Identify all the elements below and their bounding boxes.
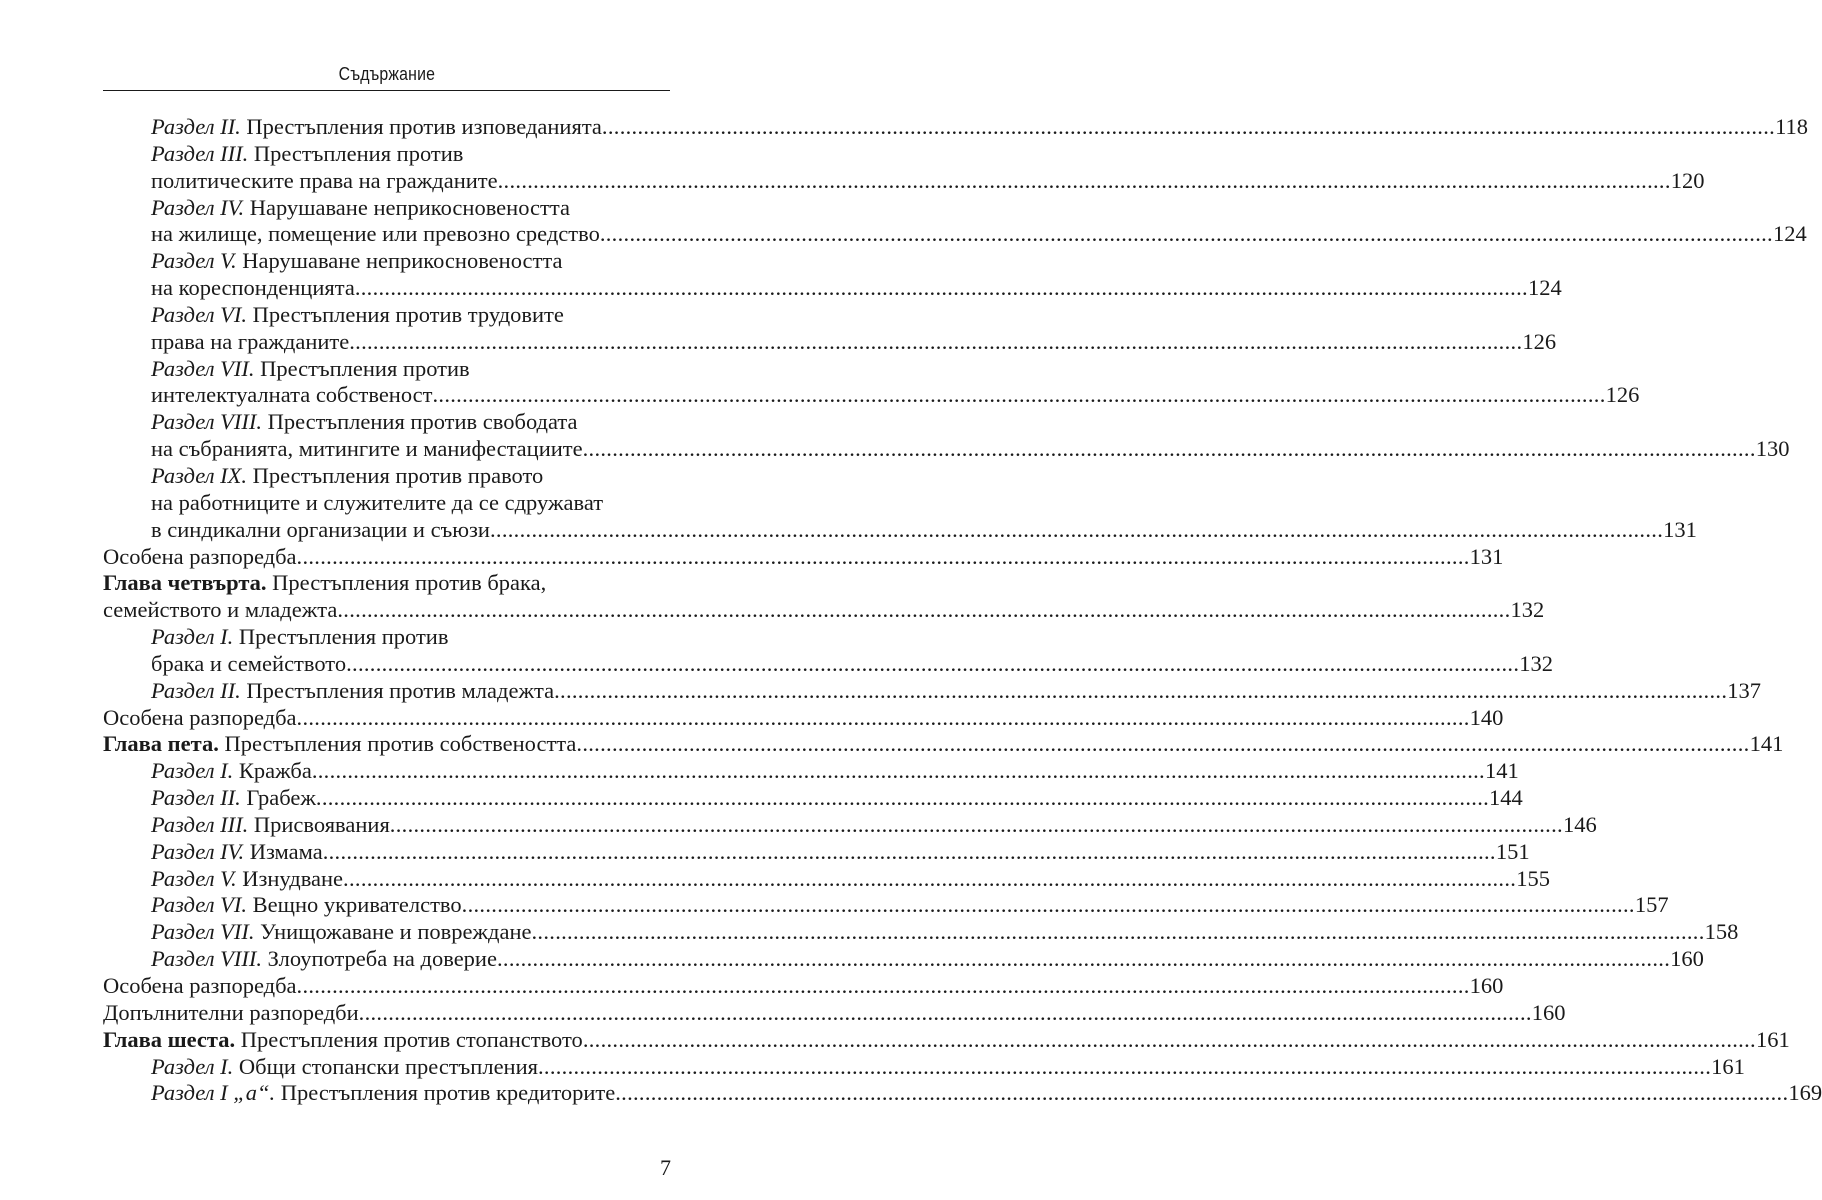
toc-entry-title: Престъпления против изповеданията: [240, 114, 602, 139]
toc-entry-continuation: [103, 516, 1697, 544]
toc-entry-continuation: [103, 328, 1557, 356]
dot-leader: [297, 973, 1470, 1000]
toc-entry-continuation: [103, 382, 1640, 409]
toc-chapter: [103, 731, 1784, 758]
dot-leader: [576, 731, 1749, 758]
dot-leader: [355, 275, 1528, 302]
toc-entry-title: политическите права на гражданите: [151, 167, 498, 193]
toc-entry: [103, 356, 670, 383]
toc-chapter: [103, 1026, 1790, 1054]
toc-entry: [103, 677, 1761, 705]
toc-entry-title: интелектуалната собственост: [151, 382, 433, 408]
dot-leader: [297, 544, 1470, 571]
toc-page-number: 158: [1704, 919, 1739, 945]
toc-entry: [103, 195, 670, 222]
toc-entry-title: Престъпления против свободата: [261, 409, 578, 435]
toc-entry-prefix: Раздел IV.: [151, 194, 245, 220]
toc-page-number: 131: [1663, 516, 1697, 542]
toc-entry-title: Престъпления против собствеността: [218, 731, 577, 757]
toc-entry-continuation: [103, 650, 1554, 678]
dot-leader: [602, 114, 1775, 141]
toc-entry-title: Престъпления против кредиторите: [275, 1080, 616, 1106]
toc-entry-title: Нарушаване неприкосновеността: [236, 248, 563, 274]
toc-chapter-prefix: Глава пета.: [103, 731, 219, 757]
toc-page-number: 118: [1775, 114, 1808, 139]
toc-entry-title: Престъпления против: [254, 355, 470, 381]
toc-entry-title: семейството и младежта: [103, 597, 338, 623]
toc-page-number: 141: [1484, 758, 1519, 784]
toc-entry-prefix: Раздел I „а“.: [151, 1080, 276, 1106]
toc-entry: [103, 624, 670, 651]
toc-entry-title: брака и семейството: [151, 650, 347, 676]
toc-entry-title: Престъпления против: [233, 624, 449, 650]
toc-page-number: 155: [1516, 865, 1550, 891]
toc-entry-title: Престъпления против стопанството: [235, 1026, 583, 1052]
dot-leader: [554, 678, 1727, 705]
toc-entry-title: Изнудване: [236, 865, 344, 891]
toc-entry: [103, 141, 670, 168]
toc-page-number: 144: [1489, 785, 1523, 811]
toc-entry-title: Кражба: [233, 758, 312, 784]
toc-entry-title: Допълнителни разпоредби: [103, 999, 359, 1025]
toc-page-number: 146: [1562, 811, 1597, 837]
toc-page-number: 124: [1772, 221, 1807, 247]
toc-entry: [103, 785, 1523, 812]
toc-page-number: 137: [1727, 677, 1761, 703]
toc-entry: [103, 946, 1704, 973]
toc-entry: [103, 1053, 1745, 1081]
toc-entry: [103, 1080, 1822, 1107]
toc-entry-title: в синдикални организации и съюзи: [151, 516, 490, 542]
toc-page-number: 161: [1755, 1026, 1790, 1052]
toc-entry: [103, 114, 1808, 141]
dot-leader: [462, 892, 1635, 919]
toc-entry-continuation: [103, 275, 1562, 302]
toc-entry: [103, 865, 1550, 893]
toc-entry-prefix: Раздел II.: [151, 677, 241, 703]
table-of-contents: [103, 114, 1822, 1107]
toc-entry-title: Особена разпоредба: [103, 973, 297, 998]
toc-chapter-prefix: Глава четвърта.: [103, 570, 267, 596]
dot-leader: [316, 785, 1489, 812]
dot-leader: [532, 919, 1705, 946]
toc-entry-title: Престъпления против брака,: [266, 570, 547, 596]
toc-entry: [103, 811, 1597, 839]
toc-entry-title: Престъпления против правото: [247, 462, 544, 488]
dot-leader: [349, 329, 1522, 356]
toc-page-number: 141: [1749, 731, 1784, 757]
toc-entry-prefix: Раздел VII.: [151, 919, 255, 945]
toc-entry-title: Престъпления против трудовите: [247, 301, 564, 327]
dot-leader: [337, 597, 1510, 624]
dot-leader: [359, 1000, 1532, 1027]
toc-entry: [103, 919, 1739, 946]
toc-entry-title: Нарушаване неприкосновеността: [244, 194, 570, 220]
toc-page-number: 126: [1522, 328, 1557, 354]
toc-chapter-prefix: Глава шеста.: [103, 1026, 236, 1052]
toc-page-number: 130: [1755, 436, 1790, 462]
toc-entry-prefix: Раздел IV.: [151, 838, 245, 864]
dot-leader: [538, 1054, 1711, 1081]
toc-entry-prefix: Раздел VIII.: [151, 409, 262, 435]
toc-page-number: 160: [1469, 973, 1504, 998]
toc-chapter: [103, 570, 670, 597]
toc-entry-prefix: Раздел V.: [151, 865, 237, 891]
dot-leader: [497, 946, 1670, 973]
toc-entry-prefix: Раздел VIII.: [151, 946, 262, 972]
toc-entry-title: Грабеж: [240, 785, 316, 811]
toc-entry-title: Престъпления против младежта: [240, 677, 555, 703]
toc-entry-title: на събранията, митингите и манифестациите: [151, 436, 583, 462]
toc-entry-title: на работниците и служителите да се сдружават: [151, 489, 604, 515]
toc-entry-prefix: Раздел VI.: [151, 892, 247, 918]
toc-entry: [103, 892, 1669, 919]
toc-page-number: 140: [1469, 704, 1504, 730]
toc-entry-title: на кореспонденцията: [151, 275, 355, 301]
toc-entry-continuation: [103, 436, 1790, 463]
toc-entry-prefix: Раздел V.: [151, 248, 237, 274]
dot-leader: [583, 436, 1756, 463]
toc-entry-continuation: [103, 490, 670, 517]
toc-page-number: 169: [1788, 1080, 1822, 1106]
toc-entry-title: Вещно укривателство: [247, 892, 462, 918]
running-header-title: Съдържание: [338, 64, 435, 84]
toc-page-number: 132: [1519, 650, 1554, 676]
toc-entry-title: Общи стопански престъпления: [233, 1053, 538, 1079]
toc-entry: [103, 973, 1504, 1000]
toc-page-number: 126: [1605, 382, 1640, 408]
toc-entry-title: Присвоявания: [248, 811, 390, 837]
dot-leader: [583, 1027, 1756, 1054]
toc-page-number: 161: [1711, 1053, 1745, 1079]
toc-entry: [103, 248, 670, 275]
dot-leader: [323, 839, 1496, 866]
toc-page-number: 157: [1634, 892, 1669, 918]
toc-entry-prefix: Раздел I.: [151, 624, 234, 650]
toc-entry-prefix: Раздел VI.: [151, 301, 247, 327]
toc-entry-prefix: Раздел II.: [151, 114, 241, 139]
toc-page-number: 160: [1670, 946, 1704, 972]
toc-entry-prefix: Раздел III.: [151, 140, 249, 166]
dot-leader: [297, 705, 1470, 732]
toc-page-number: 151: [1495, 838, 1530, 864]
dot-leader: [390, 812, 1563, 839]
toc-entry: [103, 999, 1566, 1027]
toc-entry: [103, 409, 670, 436]
toc-entry-title: Престъпления против: [248, 140, 464, 166]
dot-leader: [490, 517, 1663, 544]
dot-leader: [600, 221, 1773, 248]
toc-entry-prefix: Раздел IX.: [151, 462, 247, 488]
toc-entry-continuation: [103, 167, 1705, 195]
toc-entry-title: Особена разпоредба: [103, 543, 297, 569]
dot-leader: [312, 758, 1485, 785]
dot-leader: [343, 866, 1516, 893]
toc-page-number: 160: [1531, 999, 1566, 1025]
toc-page-number: 120: [1670, 167, 1705, 193]
toc-entry-prefix: Раздел II.: [151, 785, 241, 811]
toc-entry-prefix: Раздел I.: [151, 758, 234, 784]
dot-leader: [615, 1080, 1788, 1107]
page-number: 7: [660, 1155, 671, 1180]
toc-entry-title: Злоупотреба на доверие: [261, 946, 497, 972]
toc-entry: [103, 543, 1504, 571]
toc-page-number: 131: [1469, 543, 1504, 569]
toc-entry-continuation: [103, 597, 1545, 624]
toc-entry: [103, 302, 670, 329]
toc-entry: [103, 463, 670, 490]
dot-leader: [346, 651, 1519, 678]
toc-entry-title: Особена разпоредба: [103, 704, 297, 730]
toc-entry-title: Измама: [244, 838, 323, 864]
toc-page-number: 124: [1527, 275, 1562, 301]
running-header: [103, 62, 670, 91]
toc-entry-continuation: [103, 221, 1807, 248]
toc-entry-prefix: Раздел I.: [151, 1053, 234, 1079]
toc-entry-title: Унищожаване и повреждане: [254, 919, 532, 945]
toc-entry-title: на жилище, помещение или превозно средство: [151, 221, 600, 247]
dot-leader: [498, 168, 1671, 195]
toc-entry: [103, 758, 1519, 785]
toc-entry-prefix: Раздел III.: [151, 811, 249, 837]
toc-entry: [103, 838, 1530, 866]
toc-entry-title: права на гражданите: [151, 328, 350, 354]
toc-page-number: 132: [1510, 597, 1545, 623]
toc-entry: [103, 704, 1504, 732]
dot-leader: [432, 382, 1605, 409]
toc-entry-prefix: Раздел VII.: [151, 355, 255, 381]
